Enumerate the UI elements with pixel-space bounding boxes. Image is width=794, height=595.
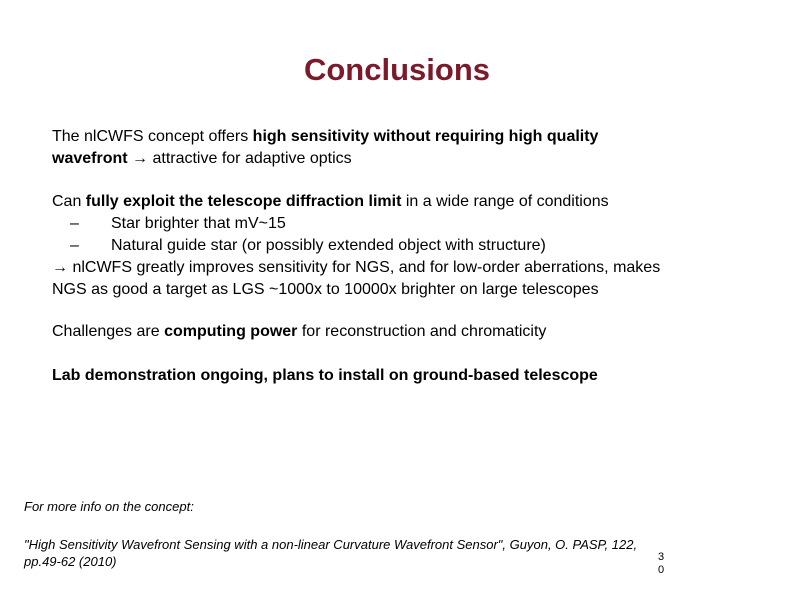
bullet-item xyxy=(70,235,546,257)
paragraph-challenges xyxy=(52,321,546,343)
bold-text: wavefront xyxy=(52,150,128,167)
paragraph-diffraction xyxy=(52,191,609,213)
paragraph-ngs xyxy=(52,257,660,301)
bullet-text: Natural guide star (or possibly extended object with structure) xyxy=(111,237,546,254)
reference-line: "High Sensitivity Wavefront Sensing with a non-linear Curvature Wavefront Sensor", Guyon, O. PASP, 122, xyxy=(24,537,638,552)
reference-line: pp.49-62 (2010) xyxy=(24,554,117,569)
text-span: for reconstruction and chromaticity xyxy=(297,323,547,340)
page-number xyxy=(656,551,666,577)
paragraph-sensitivity xyxy=(52,126,598,170)
page-number-digit: 0 xyxy=(657,564,665,576)
text-span: → attractive for adaptive optics xyxy=(127,150,352,167)
bullet-text: Star brighter that mV~15 xyxy=(111,215,286,232)
footer-reference xyxy=(24,536,637,570)
dash-bullet: – xyxy=(70,215,79,232)
bold-text: computing power xyxy=(164,323,298,340)
bold-text: fully exploit the telescope diffraction limit xyxy=(85,193,402,210)
bold-text: high sensitivity without requiring high quality xyxy=(252,128,599,145)
page-number-digit: 3 xyxy=(657,551,665,563)
bullet-item xyxy=(70,213,286,235)
dash-bullet: – xyxy=(70,237,79,254)
text-span: The nlCWFS concept offers xyxy=(52,128,253,145)
text-span: NGS as good a target as LGS ~1000x to 10000x brighter on large telescopes xyxy=(52,281,599,298)
slide-title: Conclusions xyxy=(303,52,490,87)
text-span: Can xyxy=(52,193,86,210)
paragraph-lab-demo: Lab demonstration ongoing, plans to install on ground-based telescope xyxy=(52,367,598,384)
footer-label: For more info on the concept: xyxy=(24,499,194,514)
text-span: → nlCWFS greatly improves sensitivity for NGS, and for low-order aberrations, makes xyxy=(52,259,661,276)
text-span: in a wide range of conditions xyxy=(401,193,609,210)
text-span: Challenges are xyxy=(52,323,165,340)
